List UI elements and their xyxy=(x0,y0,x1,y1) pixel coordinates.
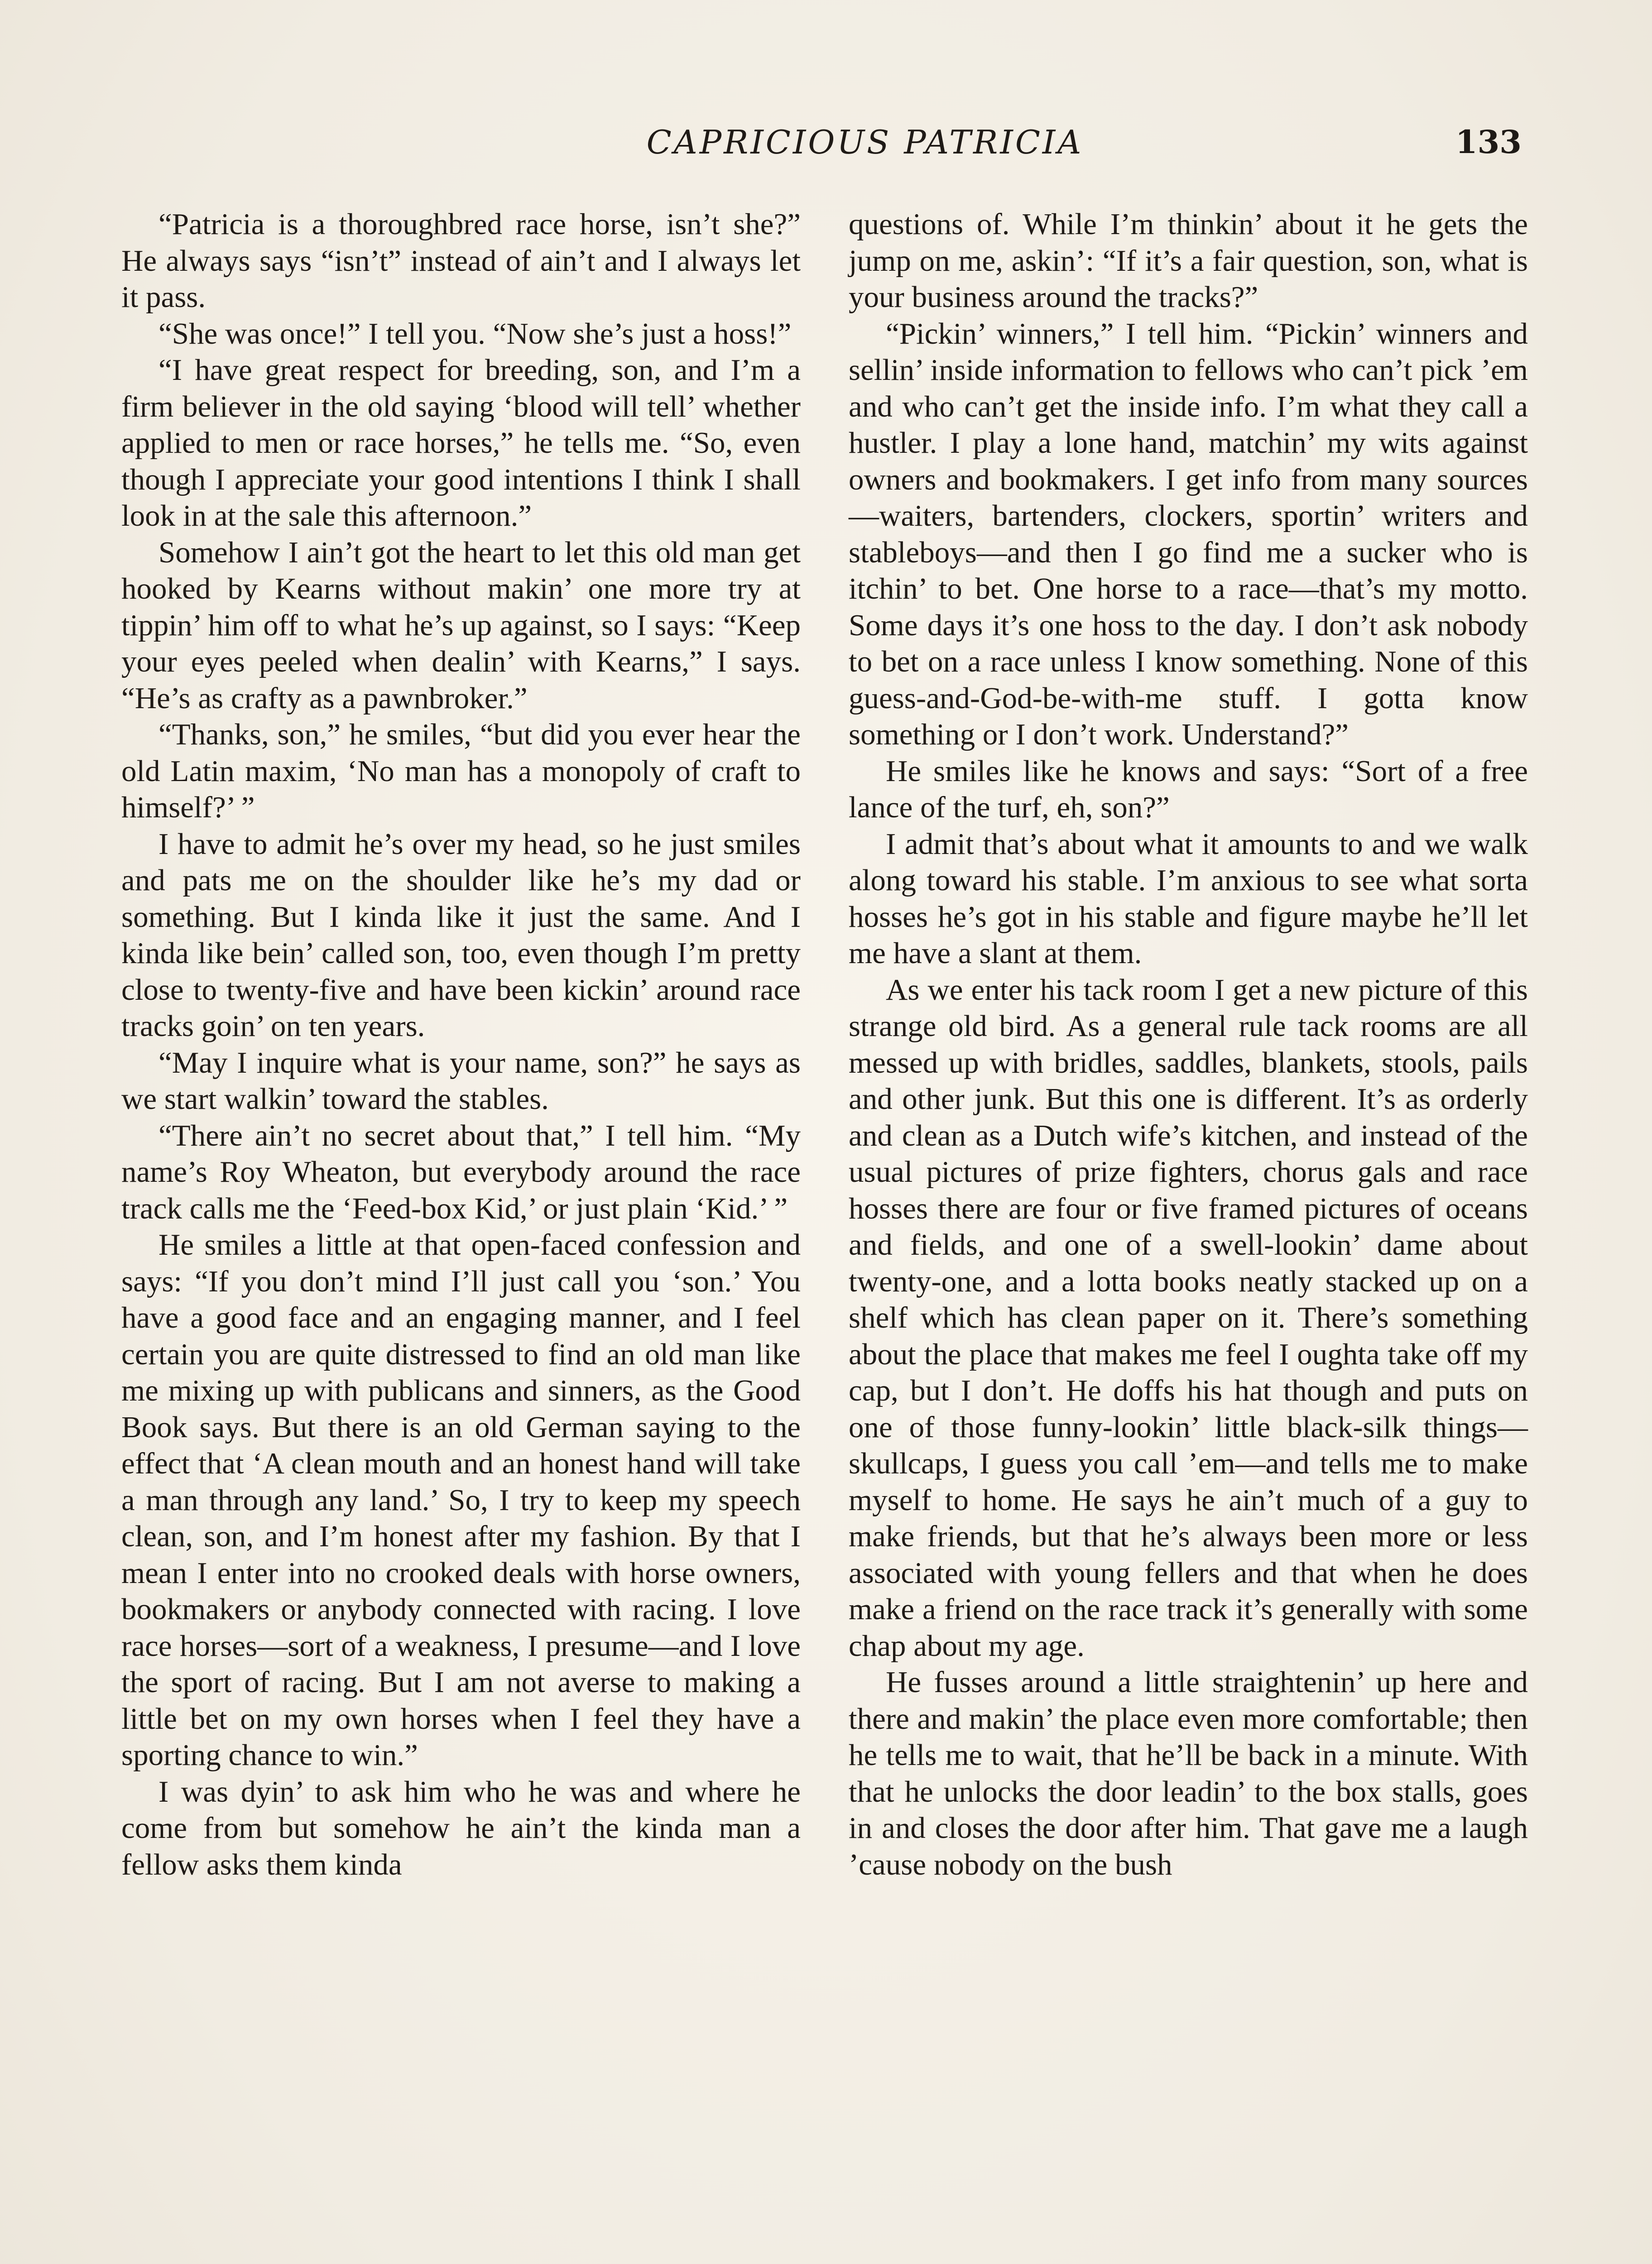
paragraph: I was dyin’ to ask him who he was and where he come from but somehow he ain’t the kinda man a fellow asks them kinda xyxy=(121,1775,801,1881)
paragraph: “I have great respect for breeding, son, and I’m a firm believer in the old saying ‘blood will tell’ whether applied to men or race horses,” he tells me. “So, even though I appreciate your good intentions I think I shall look in at the sale this afternoon.” xyxy=(121,353,801,532)
paragraph: “There ain’t no secret about that,” I tell him. “My name’s Roy Wheaton, but everybody around the race track calls me the ‘Feed-box Kid,’ or just plain ‘Kid.’ ” xyxy=(121,1118,801,1225)
paragraph: I have to admit he’s over my head, so he just smiles and pats me on the shoulder like he’s my dad or something. But I kinda like it just the same. And I kinda like bein’ called son, too, even though I’m pretty close to twenty-five and have been kickin’ around race tracks goin’ on ten years. xyxy=(121,827,801,1043)
paragraph: “Pickin’ winners,” I tell him. “Pickin’ winners and sellin’ inside information to fellows who can’t pick ’em and who can’t get the inside info. I’m what they call a hustler. I play a lone hand, matchin’ my wits against owners and bookmakers. I get info from many sources—waiters, bartenders, clockers, sportin’ writers and stableboys—and then I go find me a sucker who is itchin’ to bet. One horse to a race—that’s my motto. Some days it’s one hoss to the day. I don’t ask nobody to bet on a race unless I know something. None of this guess-and-God-be-with-me stuff. I gotta know something or I don’t work. Understand?” xyxy=(849,317,1528,751)
paragraph: He smiles a little at that open-faced confession and says: “If you don’t mind I’ll just call you ‘son.’ You have a good face and an engaging manner, and I feel certain you are quite distressed to find an old man like me mixing up with publicans and sinners, as the Good Book says. But there is an old German saying to the effect that ‘A clean mouth and an honest hand will take a man through any land.’ So, I try to keep my speech clean, son, and I’m honest after my fashion. By that I mean I enter into no crooked deals with horse owners, bookmakers or anybody connected with racing. I love race horses—sort of a weakness, I presume—and I love the sport of racing. But I am not averse to making a little bet on my own horses when I feel they have a sporting chance to win.” xyxy=(121,1228,801,1772)
paragraph: He fusses around a little straightenin’ up here and there and makin’ the place even more comfortable; then he tells me to wait, that he’ll be back in a minute. With that he unlocks the door leadin’ to the box stalls, goes in and closes the door after him. That gave me a laugh ’cause nobody on the bush xyxy=(849,1665,1528,1881)
paragraph: “Patricia is a thoroughbred race horse, isn’t she?” He always says “isn’t” instead of ain’t and I always let it pass. xyxy=(121,207,801,314)
paragraph: “She was once!” I tell you. “Now she’s just a hoss!” xyxy=(158,317,792,350)
left-column xyxy=(121,206,801,1883)
paragraph: Somehow I ain’t got the heart to let this old man get hooked by Kearns without makin’ one more try at tippin’ him off to what he’s up against, so I says: “Keep your eyes peeled when dealin’ with Kearns,” I says. “He’s as crafty as a pawnbroker.” xyxy=(121,535,801,715)
paragraph: He smiles like he knows and says: “Sort of a free lance of the turf, eh, son?” xyxy=(849,754,1528,824)
paragraph: I admit that’s about what it amounts to and we walk along toward his stable. I’m anxious to see what sorta hosses he’s got in his stable and figure maybe he’ll let me have a slant at them. xyxy=(849,827,1528,970)
running-head-title: CAPRICIOUS PATRICIA xyxy=(646,123,1084,161)
right-column xyxy=(849,206,1528,1883)
paragraph: “May I inquire what is your name, son?” he says as we start walkin’ toward the stables. xyxy=(121,1046,801,1116)
paragraph: “Thanks, son,” he smiles, “but did you ever hear the old Latin maxim, ‘No man has a monopoly of craft to himself?’ ” xyxy=(121,718,801,824)
paragraph: As we enter his tack room I get a new picture of this strange old bird. As a general rule tack rooms are all messed up with bridles, saddles, blankets, stools, pails and other junk. But this one is different. It’s as orderly and clean as a Dutch wife’s kitchen, and instead of the usual pictures of prize fighters, chorus gals and race hosses there are four or five framed pictures of oceans and fields, and one of a swell-lookin’ dame about twenty-one, and a lotta books neatly stacked up on a shelf which has clean paper on it. There’s something about the place that makes me feel I oughta take off my cap, but I don’t. He doffs his hat though and puts on one of those funny-lookin’ little black-silk things—skullcaps, I guess you call ’em—and tells me to make myself to home. He says he ain’t much of a guy to make friends, but that he’s always been more or less associated with young fellers and that when he does make a friend on the race track it’s generally with some chap about my age. xyxy=(849,973,1528,1663)
page-number: 133 xyxy=(1455,123,1522,161)
paragraph: questions of. While I’m thinkin’ about it he gets the jump on me, askin’: “If it’s a fair question, son, what is your business around the tracks?” xyxy=(849,207,1528,314)
